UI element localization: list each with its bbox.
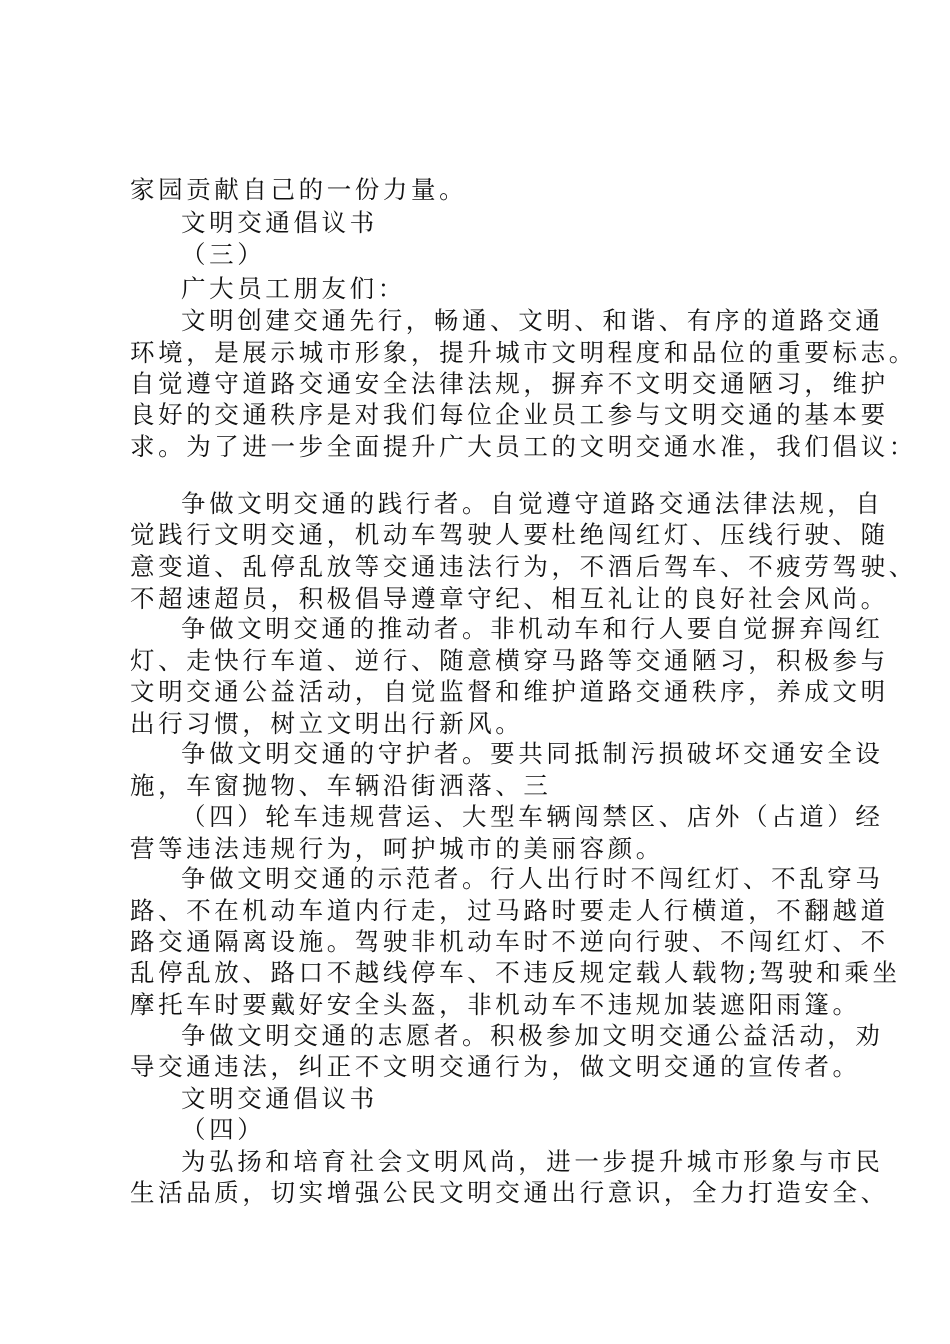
text-line: 自觉遵守道路交通安全法律法规，摒弃不文明交通陋习，维护 [130,369,889,398]
text-line: 路、不在机动车道内行走，过马路时要走人行横道，不翻越道 [130,896,889,925]
text-line: 营等违法违规行为，呵护城市的美丽容颜。 [130,834,664,863]
text-line: 争做文明交通的推动者。非机动车和行人要自觉摒弃闯红 [181,614,884,643]
text-line: 文明交通公益活动，自觉监督和维护道路交通秩序，养成文明 [130,677,889,706]
text-line: 意变道、乱停乱放等交通违法行为，不酒后驾车、不疲劳驾驶、 [130,552,917,581]
section-title: 文明交通倡议书 [181,1084,378,1113]
text-line: 导交通违法，纠正不文明交通行为，做文明交通的宣传者。 [130,1052,861,1081]
text-line: 争做文明交通的守护者。要共同抵制污损破坏交通安全设 [181,739,884,768]
text-line: 路交通隔离设施。驾驶非机动车时不逆向行驶、不闯红灯、不 [130,927,889,956]
text-line: 求。为了进一步全面提升广大员工的文明交通水准，我们倡议： [130,432,917,461]
text-line: （四）轮车违规营运、大型车辆闯禁区、店外（占道）经 [181,802,884,831]
text-line: 环境，是展示城市形象，提升城市文明程度和品位的重要标志。 [130,338,917,367]
section-title: 文明交通倡议书 [181,208,378,237]
text-line: 争做文明交通的践行者。自觉遵守道路交通法律法规，自 [181,489,884,518]
section-number: （三） [181,240,266,269]
text-line: 良好的交通秩序是对我们每位企业员工参与文明交通的基本要 [130,400,889,429]
text-line: 出行习惯，树立文明出行新风。 [130,709,524,738]
text-line: 觉践行文明交通，机动车驾驶人要杜绝闯红灯、压线行驶、随 [130,520,889,549]
text-line: 灯、走快行车道、逆行、随意横穿马路等交通陋习，积极参与 [130,646,889,675]
text-line: 不超速超员，积极倡导遵章守纪、相互礼让的良好社会风尚。 [130,584,889,613]
text-line: 家园贡献自己的一份力量。 [130,175,468,204]
salutation: 广大员工朋友们： [181,274,406,303]
text-line: 摩托车时要戴好安全头盔，非机动车不违规加装遮阳雨篷。 [130,990,861,1019]
text-line: 争做文明交通的示范者。行人出行时不闯红灯、不乱穿马 [181,864,884,893]
text-line: 乱停乱放、路口不越线停车、不违反规定载人载物;驾驶和乘坐 [130,958,901,987]
text-line: 施，车窗抛物、车辆沿街洒落、三 [130,771,552,800]
section-number: （四） [181,1115,266,1144]
text-line: 文明创建交通先行，畅通、文明、和谐、有序的道路交通 [181,306,884,335]
text-line: 生活品质，切实增强公民文明交通出行意识，全力打造安全、 [130,1178,889,1207]
text-line: 争做文明交通的志愿者。积极参加文明交通公益活动，劝 [181,1021,884,1050]
text-line: 为弘扬和培育社会文明风尚，进一步提升城市形象与市民 [181,1147,884,1176]
